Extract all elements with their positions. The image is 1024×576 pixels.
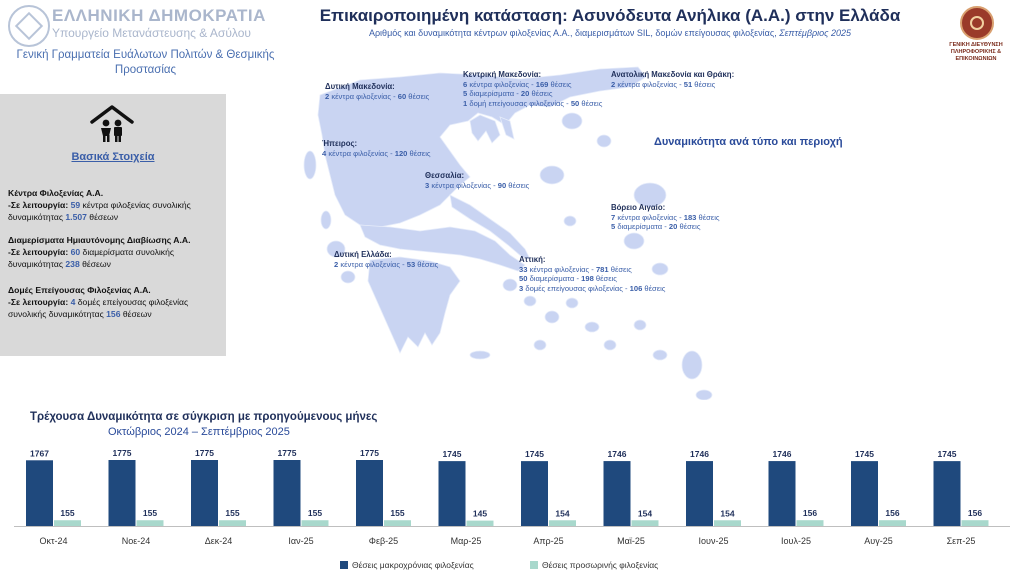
stat-capacity: 238 [65,259,80,269]
data-label: 1745 [855,449,874,460]
x-tick-label: Απρ-25 [533,536,564,546]
data-label: 145 [472,508,488,519]
bar-temporary-0 [54,520,81,526]
data-label: 154 [720,508,735,519]
stat-text: διαμερίσματα συνολικής δυναμικότητας [8,247,174,269]
gov-title: ΕΛΛΗΝΙΚΗ ΔΗΜΟΚΡΑΤΙΑ [52,6,266,25]
x-tick-label: Οκτ-24 [39,536,68,546]
bar-long-term-1 [109,460,136,526]
legend-item [530,560,658,570]
stat-text: κέντρα φιλοξενίας συνολικής δυναμικότητας [8,200,191,222]
data-label: 155 [225,508,240,519]
bar-temporary-2 [219,520,246,526]
stat-count: 4 [70,297,76,307]
legend-label: Θέσεις προσωρινής φιλοξενίας [542,560,659,570]
data-label: 154 [555,508,570,519]
data-label: 1775 [360,448,379,458]
header-left [0,0,290,92]
region-line: 33 κέντρα φιλοξενίας - 781 θέσεις [519,264,632,274]
greek-emblem-icon [8,5,50,47]
bar-temporary-7 [632,520,659,526]
page-title: Επικαιροποιημένη κατάσταση: Ασυνόδευτα Ανήλικα (Α.Α.) στην Ελλάδα [319,6,901,25]
legend-swatch [530,561,538,569]
region-thessaly [425,171,529,190]
panel-heading: Βασικά Στοιχεία [71,151,155,163]
stat-title: Κέντρα Φιλοξενίας Α.Α. [8,188,104,198]
stat-prefix: -Σε λειτουργία: [8,297,69,307]
bar-temporary-8 [714,520,741,526]
stat-text: δομές επείγουσας φιλοξενίας συνολικής δυναμικότητας [8,297,189,319]
bar-long-term-3 [274,460,301,526]
x-tick-label: Δεκ-24 [204,536,233,546]
x-tick-label: Μαϊ-25 [617,536,645,546]
bar-long-term-4 [356,460,383,526]
legend-item [340,560,474,570]
data-label: 155 [60,508,75,519]
stat-block-emergency [8,284,223,320]
subtitle-main: Αριθμός και δυναμικότητα κέντρων φιλοξενίας Α.Α., διαμερισμάτων SIL, δομών επείγουσας φιλοξενίας, [368,28,780,38]
stat-title: Δομές Επείγουσας Φιλοξενίας Α.Α. [8,285,151,295]
region-name: Βόρειο Αιγαίο: [611,203,666,212]
stat-unit: θέσεων [120,309,152,319]
x-tick-label: Μαρ-25 [450,536,482,546]
stat-capacity: 156 [106,309,121,319]
data-label: 1775 [277,448,297,458]
stat-count: 60 [70,247,81,257]
region-line: 7 κέντρα φιλοξενίας - 183 θέσεις [611,212,720,222]
stat-unit: θέσεων [79,259,111,269]
chart-title: Τρέχουσα Δυναμικότητα σε σύγκριση με προηγούμενους μήνες [30,411,378,423]
bar-long-term-5 [439,461,466,526]
stat-block-centers [8,187,223,223]
region-name: Δυτική Μακεδονία: [325,82,395,91]
data-label: 1745 [937,449,957,460]
bar-temporary-4 [384,520,411,526]
data-label: 1746 [607,449,627,460]
region-line: 5 διαμερίσματα - 20 θέσεις [463,89,553,98]
bar-temporary-11 [962,520,989,526]
data-label: 156 [967,508,983,519]
region-line: 3 κέντρα φιλοξενίας - 90 θέσεις [425,180,530,190]
x-tick-label: Ιαν-25 [288,536,314,546]
region-line: 5 διαμερίσματα - 20 θέσεις [611,222,701,231]
bar-temporary-1 [137,520,164,526]
stat-prefix: -Σε λειτουργία: [8,200,69,210]
bar-temporary-9 [797,520,824,526]
data-label: 156 [885,508,900,519]
region-name: Αττική: [519,255,546,264]
stat-capacity: 1.507 [65,212,87,222]
x-tick-label: Ιουλ-25 [781,536,811,546]
region-east-macedonia-thrace [611,70,734,89]
directorate-name: ΓΕΝΙΚΗ ΔΙΕΥΘΥΝΣΗ ΠΛΗΡΟΦΟΡΙΚΗΣ & ΕΠΙΚΟΙΝΩΝΙΩΝ [949,42,1003,62]
data-label: 1746 [772,449,792,460]
bar-long-term-9 [769,461,796,526]
data-label: 155 [142,508,158,519]
region-line: 1 δομή επείγουσας φιλοξενίας - 50 θέσεις [463,98,603,108]
bar-long-term-2 [191,460,218,526]
region-line: 2 κέντρα φιλοξενίας - 53 θέσεις [334,259,439,269]
region-name: Ανατολική Μακεδονία και Θράκη: [611,70,735,79]
region-epirus [322,139,431,158]
data-label: 1775 [195,448,214,458]
data-label: 155 [307,508,323,519]
x-tick-label: Φεβ-25 [368,536,399,546]
directorate-emblem-icon [934,4,1018,64]
capacity-bar-chart [0,440,1024,558]
region-name: Κεντρική Μακεδονία: [463,70,542,79]
gov-ministry: Υπουργείο Μετανάστευσης & Ασύλου [52,26,251,40]
data-label: 1775 [112,448,132,458]
stat-count: 59 [70,200,81,210]
region-line: 4 κέντρα φιλοξενίας - 120 θέσεις [322,148,431,158]
region-line: 3 δομές επείγουσας φιλοξενίας - 106 θέσεις [519,283,666,293]
bar-temporary-3 [302,520,329,526]
data-label: 1745 [525,449,544,460]
legend-swatch [340,561,348,569]
data-label: 1746 [690,449,709,460]
region-attica [519,255,665,293]
bar-temporary-5 [467,521,494,526]
region-central-macedonia [463,70,602,108]
region-line: 2 κέντρα φιλοξενίας - 60 θέσεις [325,91,430,101]
bar-long-term-11 [934,461,961,526]
bar-temporary-10 [879,520,906,526]
region-name: Ήπειρος: [322,139,358,148]
bar-temporary-6 [549,520,576,526]
page-subtitle [300,28,920,38]
region-line: 6 κέντρα φιλοξενίας - 169 θέσεις [463,79,572,89]
data-label: 154 [637,508,653,519]
stat-unit: θέσεων [86,212,119,222]
bar-long-term-7 [604,461,631,526]
stat-title: Διαμερίσματα Ημιαυτόνομης Διαβίωσης Α.Α. [8,235,191,245]
stat-block-apartments [8,234,223,270]
bar-long-term-8 [686,461,713,526]
family-house-icon [90,104,134,144]
general-secretariat: Γενική Γραμματεία Ευάλωτων Πολιτών & Θεσμικής Προστασίας [16,49,275,76]
region-north-aegean [611,203,720,232]
bar-long-term-10 [851,461,878,526]
region-name: Δυτική Ελλάδα: [334,250,392,259]
legend-label: Θέσεις μακροχρόνιας φιλοξενίας [352,560,474,570]
region-name: Θεσσαλία: [425,171,465,180]
subtitle-date: Σεπτέμβριος 2025 [779,28,852,38]
region-line: 50 διαμερίσματα - 198 θέσεις [519,274,617,283]
chart-subtitle: Οκτώβριος 2024 – Σεπτέμβριος 2025 [108,426,290,438]
region-line: 2 κέντρα φιλοξενίας - 51 θέσεις [611,79,716,89]
map-heading: Δυναμικότητα ανά τύπο και περιοχή [654,136,843,148]
x-tick-label: Νοε-24 [121,536,151,546]
region-west-macedonia [325,82,429,101]
data-label: 155 [390,508,405,519]
x-tick-label: Ιουν-25 [698,536,729,546]
region-west-greece [334,250,438,269]
data-label: 1745 [442,449,462,460]
data-label: 1767 [30,448,49,459]
x-tick-label: Αυγ-25 [864,536,893,546]
bar-long-term-6 [521,461,548,526]
x-tick-label: Σεπ-25 [946,536,976,546]
bar-long-term-0 [26,460,53,526]
data-label: 156 [802,508,818,519]
stat-prefix: -Σε λειτουργία: [8,247,69,257]
